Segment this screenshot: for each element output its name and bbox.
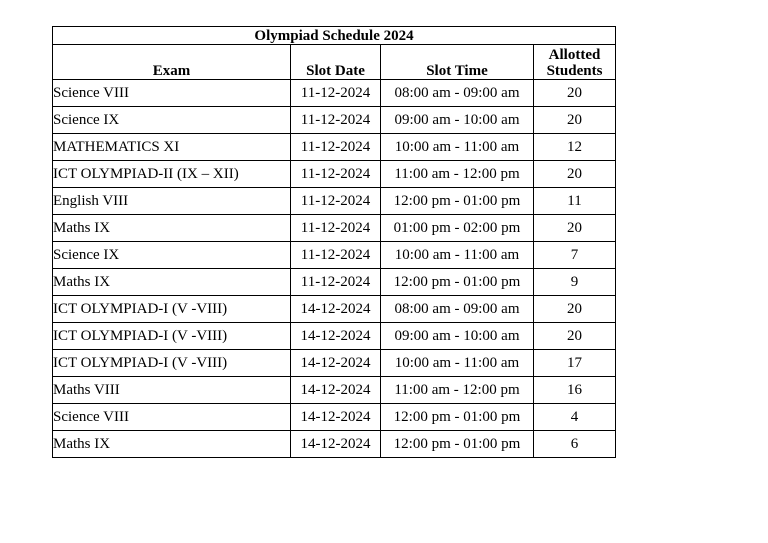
time-cell: 12:00 pm - 01:00 pm: [381, 431, 534, 458]
time-cell: 12:00 pm - 01:00 pm: [381, 404, 534, 431]
table-row: [53, 296, 616, 323]
exam-cell: Maths IX: [53, 431, 291, 458]
exam-cell: Science VIII: [53, 80, 291, 107]
exam-cell: Maths VIII: [53, 377, 291, 404]
date-cell: 11-12-2024: [291, 215, 381, 242]
students-cell: 16: [534, 377, 616, 404]
date-cell: 11-12-2024: [291, 80, 381, 107]
schedule-table: [52, 26, 616, 458]
exam-cell: Science VIII: [53, 404, 291, 431]
time-cell: 08:00 am - 09:00 am: [381, 80, 534, 107]
time-cell: 12:00 pm - 01:00 pm: [381, 188, 534, 215]
students-cell: 17: [534, 350, 616, 377]
date-cell: 11-12-2024: [291, 188, 381, 215]
exam-cell: English VIII: [53, 188, 291, 215]
exam-cell: ICT OLYMPIAD-I (V -VIII): [53, 323, 291, 350]
table-row: [53, 188, 616, 215]
students-cell: 7: [534, 242, 616, 269]
table-row: [53, 107, 616, 134]
table-row: [53, 134, 616, 161]
column-header-slot-date: Slot Date: [291, 45, 381, 80]
exam-cell: Science IX: [53, 107, 291, 134]
table-row: [53, 404, 616, 431]
table-row: [53, 161, 616, 188]
date-cell: 11-12-2024: [291, 269, 381, 296]
date-cell: 14-12-2024: [291, 296, 381, 323]
table-row: [53, 377, 616, 404]
time-cell: 10:00 am - 11:00 am: [381, 134, 534, 161]
date-cell: 11-12-2024: [291, 107, 381, 134]
time-cell: 12:00 pm - 01:00 pm: [381, 269, 534, 296]
column-header-exam: Exam: [53, 45, 291, 80]
header-row: [53, 45, 616, 80]
date-cell: 14-12-2024: [291, 404, 381, 431]
students-cell: 9: [534, 269, 616, 296]
students-cell: 12: [534, 134, 616, 161]
table-title: Olympiad Schedule 2024: [53, 27, 616, 45]
date-cell: 11-12-2024: [291, 134, 381, 161]
students-cell: 11: [534, 188, 616, 215]
exam-cell: Maths IX: [53, 215, 291, 242]
date-cell: 11-12-2024: [291, 161, 381, 188]
time-cell: 09:00 am - 10:00 am: [381, 323, 534, 350]
students-cell: 20: [534, 80, 616, 107]
time-cell: 01:00 pm - 02:00 pm: [381, 215, 534, 242]
date-cell: 11-12-2024: [291, 242, 381, 269]
table-row: [53, 323, 616, 350]
students-cell: 4: [534, 404, 616, 431]
column-header-allotted-students: [534, 45, 616, 80]
students-cell: 20: [534, 215, 616, 242]
title-row: [53, 27, 616, 45]
allotted-line-1: Allotted: [548, 47, 601, 63]
table-row: [53, 269, 616, 296]
students-cell: 20: [534, 161, 616, 188]
table-row: [53, 80, 616, 107]
table-row: [53, 242, 616, 269]
students-cell: 20: [534, 323, 616, 350]
time-cell: 08:00 am - 09:00 am: [381, 296, 534, 323]
exam-cell: ICT OLYMPIAD-I (V -VIII): [53, 296, 291, 323]
time-cell: 11:00 am - 12:00 pm: [381, 161, 534, 188]
exam-cell: ICT OLYMPIAD-I (V -VIII): [53, 350, 291, 377]
time-cell: 09:00 am - 10:00 am: [381, 107, 534, 134]
time-cell: 10:00 am - 11:00 am: [381, 350, 534, 377]
allotted-line-2: Students: [546, 63, 603, 79]
time-cell: 11:00 am - 12:00 pm: [381, 377, 534, 404]
date-cell: 14-12-2024: [291, 431, 381, 458]
exam-cell: ICT OLYMPIAD-II (IX – XII): [53, 161, 291, 188]
students-cell: 20: [534, 107, 616, 134]
date-cell: 14-12-2024: [291, 323, 381, 350]
table-row: [53, 350, 616, 377]
students-cell: 6: [534, 431, 616, 458]
exam-cell: MATHEMATICS XI: [53, 134, 291, 161]
students-cell: 20: [534, 296, 616, 323]
time-cell: 10:00 am - 11:00 am: [381, 242, 534, 269]
exam-cell: Maths IX: [53, 269, 291, 296]
date-cell: 14-12-2024: [291, 350, 381, 377]
date-cell: 14-12-2024: [291, 377, 381, 404]
table-row: [53, 215, 616, 242]
exam-cell: Science IX: [53, 242, 291, 269]
column-header-slot-time: Slot Time: [381, 45, 534, 80]
table-row: [53, 431, 616, 458]
